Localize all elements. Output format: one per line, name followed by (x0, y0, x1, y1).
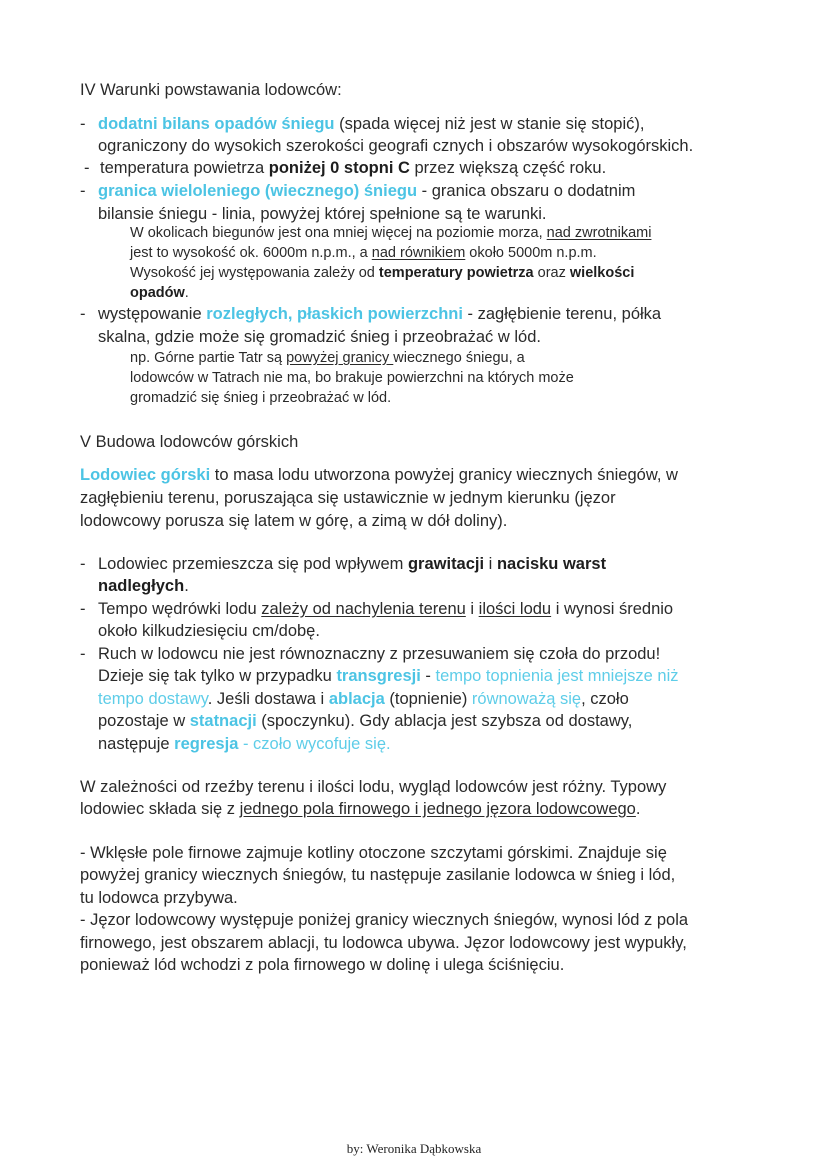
bullet-movement: Lodowiec przemieszcza się pod wpływem grawitacji i nacisku warst (98, 555, 607, 573)
glacier-tongue-line2: firnowego, jest obszarem ablacji, tu lodowca ubywa. Jęzor lodowcowy jest wypukły, (80, 934, 687, 952)
bullet-front-line4: pozostaje w statnacji (spoczynku). Gdy ablacja jest szybsza od dostawy, (98, 712, 633, 730)
definition-line-1: Lodowiec górski to masa lodu utworzona powyżej granicy wiecznych śniegów, w (80, 466, 678, 484)
tatra-example-1: np. Górne partie Tatr są powyżej granicy wiecznego śniegu, a (130, 350, 525, 366)
bullet-marker: - (80, 305, 86, 323)
paragraph-shapes-line1: W zależności od rzeźby terenu i ilości lodu, wygląd lodowców jest różny. Typowy (80, 778, 667, 796)
bullet-snow-balance-line2: ograniczony do wysokich szerokości geografi cznych i obszarów wysokogórskich. (98, 137, 694, 155)
bullet-marker: - (84, 159, 90, 177)
bullet-marker: - (80, 600, 86, 618)
glacier-tongue-line3: ponieważ lód wchodzi z pola firnowego w dolinę i ulega ściśnięciu. (80, 956, 565, 974)
bullet-front-line3: tempo dostawy. Jeśli dostawa i ablacja (topnienie) równoważą się, czoło (98, 690, 629, 708)
snow-line-detail-3: Wysokość jej występowania zależy od temperatury powietrza oraz wielkości (130, 265, 635, 281)
bullet-front-line1: Ruch w lodowcu nie jest równoznaczny z przesuwaniem się czoła do przodu! (98, 645, 661, 663)
author-footer: by: Weronika Dąbkowska (346, 1141, 482, 1156)
bullet-flat-surfaces-line2: skalna, gdzie może się gromadzić śnieg i przeobrażać w lód. (98, 328, 541, 346)
tatra-example-2: lodowców w Tatrach nie ma, bo brakuje powierzchni na których może (130, 370, 574, 386)
bullet-temperature: temperatura powietrza poniżej 0 stopni C przez większą część roku. (100, 159, 607, 177)
paragraph-shapes-line2: lodowiec składa się z jednego pola firnowego i jednego jęzora lodowcowego. (80, 800, 641, 818)
bullet-marker: - (80, 182, 86, 200)
glacier-tongue-line1: - Jęzor lodowcowy występuje poniżej granicy wiecznych śniegów, wynosi lód z pola (80, 911, 689, 929)
definition-line-2: zagłębieniu terenu, poruszająca się ustawicznie w jednym kierunku (jęzor (80, 489, 616, 507)
firn-field-line3: tu lodowca przybywa. (80, 889, 238, 907)
bullet-movement-line2: nadległych. (98, 577, 189, 595)
bullet-snow-line: granica wieloleniego (wiecznego) śniegu - granica obszaru o dodatnim (98, 182, 636, 200)
tatra-example-3: gromadzić się śnieg i przeobrażać w lód. (130, 390, 392, 406)
bullet-speed-line2: około kilkudziesięciu cm/dobę. (98, 622, 320, 640)
firn-field-line2: powyżej granicy wiecznych śniegów, tu następuje zasilanie lodowca w śnieg i lód, (80, 866, 676, 884)
bullet-snow-balance: dodatni bilans opadów śniegu (spada więcej niż jest w stanie się stopić), (98, 115, 645, 133)
snow-line-detail-2: jest to wysokość ok. 6000m n.p.m., a nad równikiem około 5000m n.p.m. (130, 245, 597, 261)
bullet-snow-line-line2: bilansie śniegu - linia, powyżej której spełnione są te warunki. (98, 205, 547, 223)
firn-field-line1: - Wklęsłe pole firnowe zajmuje kotliny otoczone szczytami górskimi. Znajduje się (80, 844, 667, 862)
bullet-marker: - (80, 645, 86, 663)
snow-line-detail-1: W okolicach biegunów jest ona mniej więcej na poziomie morza, nad zwrotnikami (130, 225, 652, 241)
section-4-heading: IV Warunki powstawania lodowców: (80, 81, 342, 99)
bullet-marker: - (80, 555, 86, 573)
bullet-front-line2: Dzieje się tak tylko w przypadku transgresji - tempo topnienia jest mniejsze niż (98, 667, 679, 685)
snow-line-detail-4: opadów. (130, 285, 189, 301)
bullet-front-line5: następuje regresja - czoło wycofuje się. (98, 735, 391, 753)
section-5-heading: V Budowa lodowców górskich (80, 433, 299, 451)
bullet-marker: - (80, 115, 86, 133)
bullet-speed: Tempo wędrówki lodu zależy od nachylenia terenu i ilości lodu i wynosi średnio (98, 600, 674, 618)
definition-line-3: lodowcowy porusza się latem w górę, a zimą w dół doliny). (80, 512, 508, 530)
bullet-flat-surfaces: występowanie rozległych, płaskich powierzchni - zagłębienie terenu, półka (98, 305, 662, 323)
